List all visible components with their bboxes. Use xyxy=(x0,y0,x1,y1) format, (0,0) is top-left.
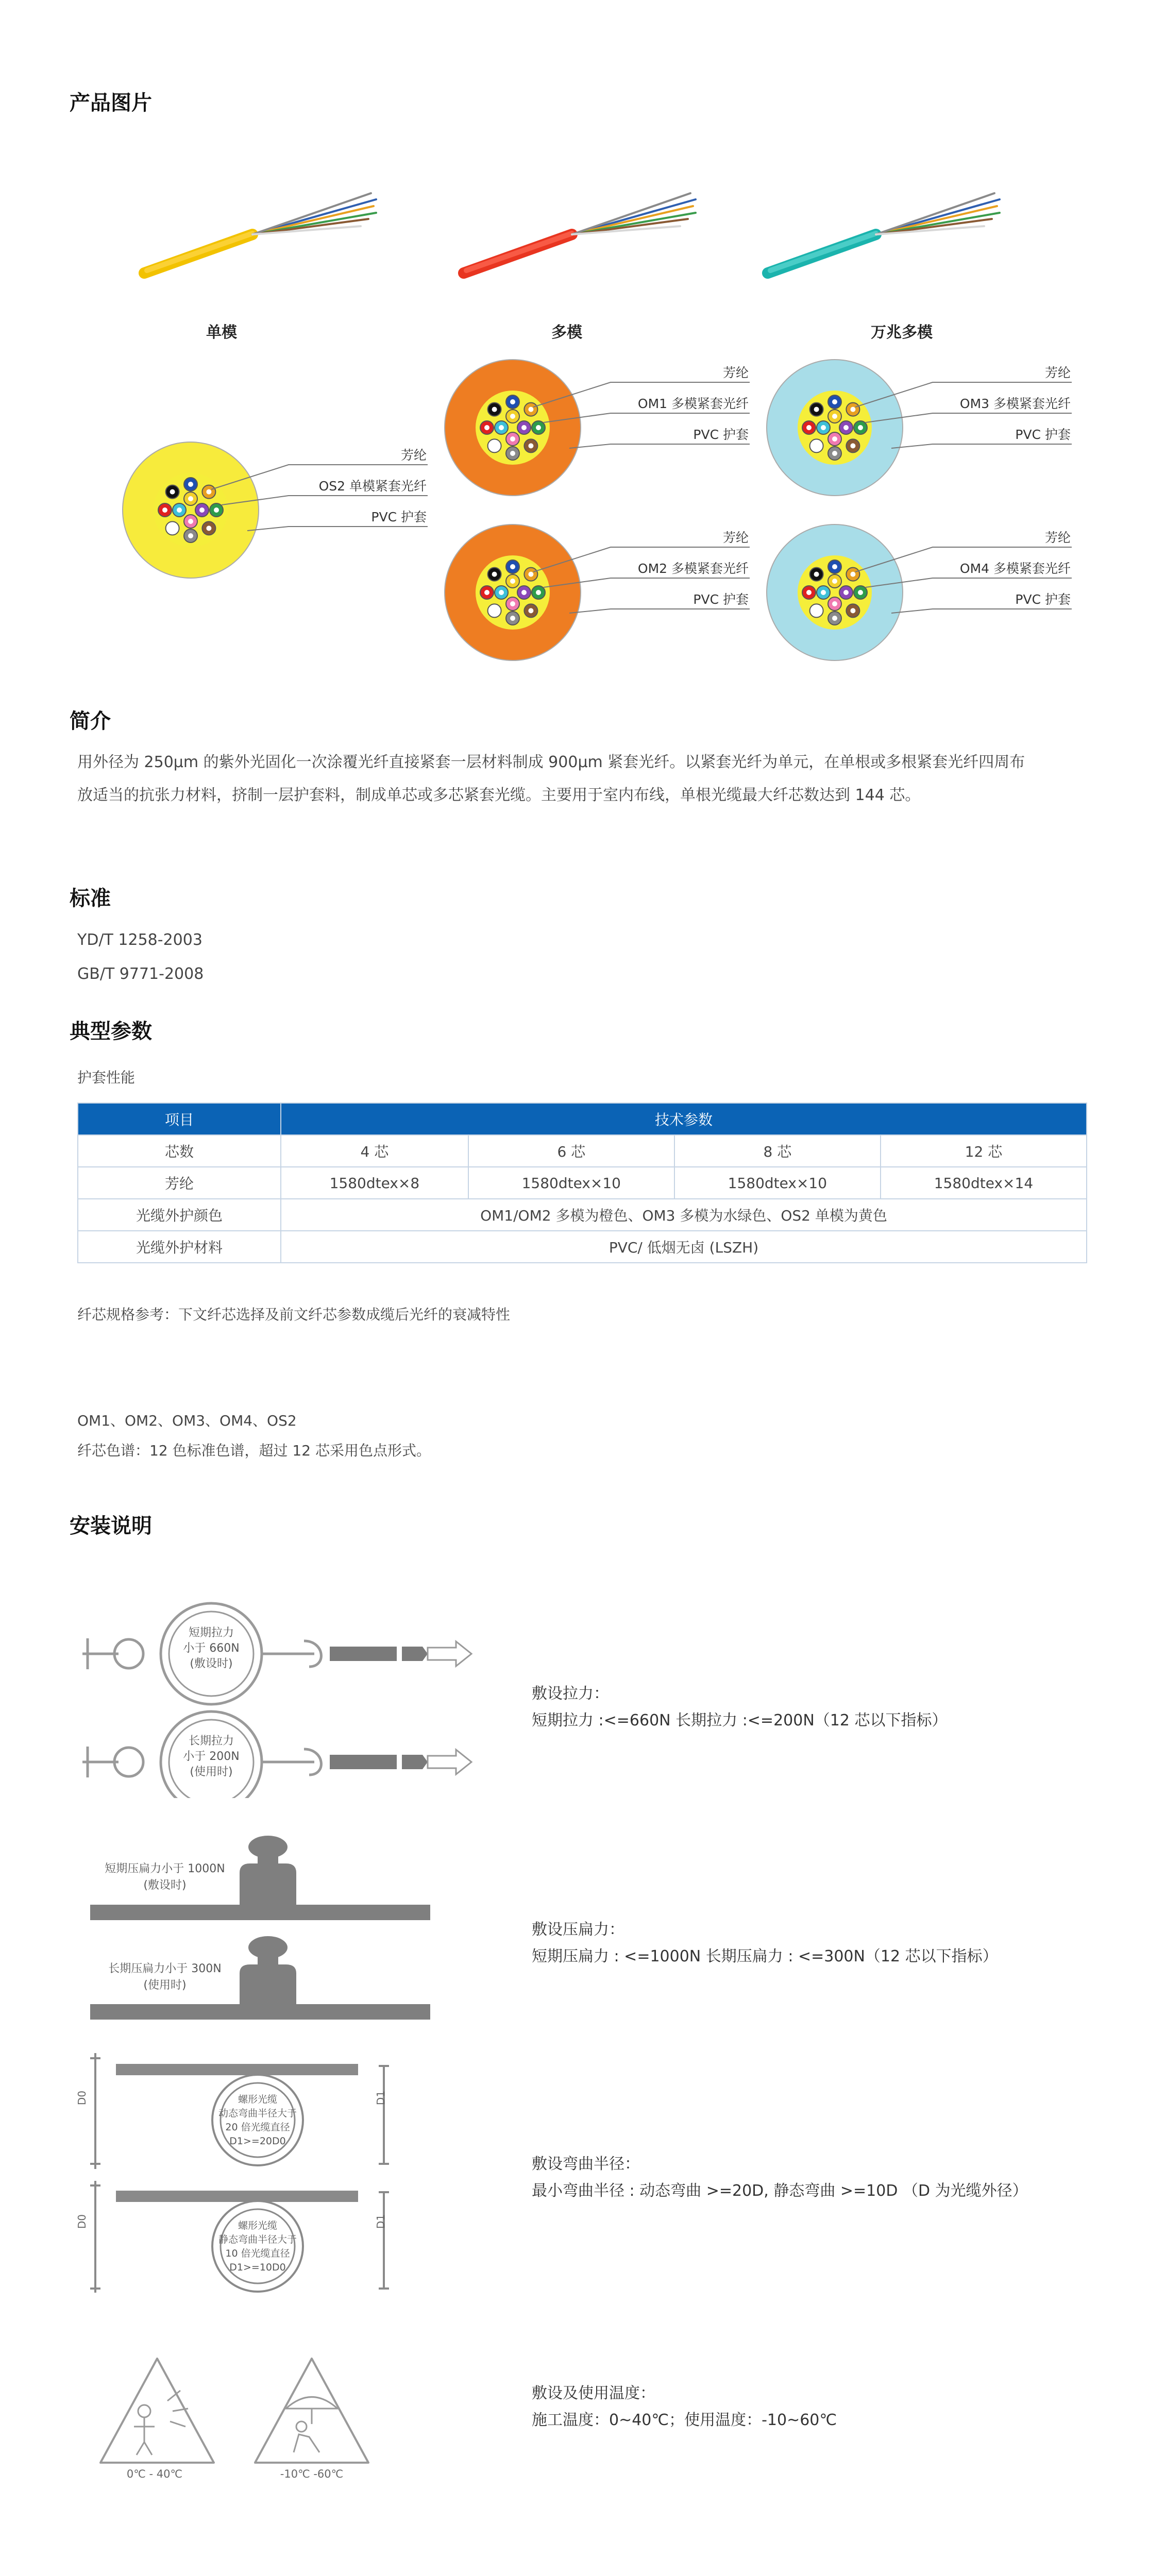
cross-section-label: OM1 多模紧套光纤 xyxy=(637,396,749,411)
cross-section-label: OM4 多模紧套光纤 xyxy=(959,561,1071,576)
temp-title: 敷设及使用温度： xyxy=(532,2384,655,2402)
bend-ring-label-static xyxy=(216,2219,299,2275)
table-row xyxy=(78,1167,1087,1199)
table-cell: PVC/ 低烟无卤 (LSZH) xyxy=(281,1231,1087,1263)
crush-text: 短期压扁力小于 1000N xyxy=(105,1862,225,1875)
ring-text: 长期拉力 xyxy=(188,1735,234,1748)
tension-body: 短期拉力 :<=660N 长期拉力 :<=200N（12 芯以下指标） xyxy=(532,1711,948,1730)
table-cell: 6 芯 xyxy=(468,1135,674,1167)
crush-title: 敷设压扁力： xyxy=(532,1921,624,1939)
row-label: 芳纶 xyxy=(78,1167,281,1199)
table-cell: 4 芯 xyxy=(281,1135,468,1167)
temp-range-construction: 0℃ - 40℃ xyxy=(126,2468,183,2480)
ring-text: 小于 660N xyxy=(183,1642,240,1655)
standard-item: GB/T 9771-2008 xyxy=(77,965,204,983)
table-cell: 1580dtex×10 xyxy=(468,1167,674,1199)
ring-text: 螺形光缆 xyxy=(238,2094,277,2105)
table-header-item: 项目 xyxy=(78,1103,281,1135)
crush-label-long xyxy=(88,1961,242,1994)
tension-ring-label-short xyxy=(173,1625,250,1672)
ring-text: 短期拉力 xyxy=(188,1626,234,1639)
cable-type-10g-multimode: 万兆多模 xyxy=(871,324,933,342)
temp-range-usage: -10℃ -60℃ xyxy=(280,2468,344,2480)
cross-section-label: PVC 护套 xyxy=(371,510,427,524)
cross-section-label: PVC 护套 xyxy=(693,592,749,607)
d0-label: D0 xyxy=(76,2090,89,2106)
table-cell: 1580dtex×8 xyxy=(281,1167,468,1199)
cable-type-single-mode: 单模 xyxy=(206,324,237,342)
cross-section-label: 芳纶 xyxy=(1044,365,1071,380)
cable-cross-section xyxy=(763,350,1082,505)
ring-text: 动态弯曲半径大于 xyxy=(218,2108,297,2119)
table-cell: OM1/OM2 多模为橙色、OM3 多模为水绿色、OS2 单模为黄色 xyxy=(281,1199,1087,1231)
ring-text: 螺形光缆 xyxy=(238,2220,277,2231)
cross-section-label: PVC 护套 xyxy=(693,427,749,442)
d1-label: D1 xyxy=(375,2214,387,2229)
cable-cross-section xyxy=(763,515,1082,670)
crush-spec xyxy=(532,1917,998,1970)
cross-section-label: PVC 护套 xyxy=(1015,592,1071,607)
section-title-product-images: 产品图片 xyxy=(70,91,152,115)
table-row xyxy=(78,1135,1087,1167)
ring-text: (敷设时) xyxy=(190,1657,233,1670)
cable-type-multimode: 多模 xyxy=(551,324,582,342)
cross-section-label: 芳纶 xyxy=(722,530,749,545)
cross-section-label: PVC 护套 xyxy=(1015,427,1071,442)
section-title-standard: 标准 xyxy=(70,887,111,910)
table-cell: 1580dtex×14 xyxy=(881,1167,1087,1199)
ring-text: 20 倍光缆直径 xyxy=(225,2122,290,2133)
row-label: 光缆外护颜色 xyxy=(78,1199,281,1231)
single-mode-cable-image xyxy=(134,183,392,286)
cross-section-label: 芳纶 xyxy=(722,365,749,380)
section-title-typical-params: 典型参数 xyxy=(70,1020,152,1043)
table-cell: 12 芯 xyxy=(881,1135,1087,1167)
intro-paragraph xyxy=(77,746,1108,812)
ring-text: 小于 200N xyxy=(183,1750,240,1763)
crush-text: (使用时) xyxy=(143,1979,187,1992)
d1-label: D1 xyxy=(375,2090,387,2106)
table-row xyxy=(78,1231,1087,1263)
tension-spec xyxy=(532,1681,947,1734)
table-cell: 1580dtex×10 xyxy=(674,1167,881,1199)
section-title-install: 安装说明 xyxy=(70,1514,152,1538)
temp-body: 施工温度：0~40℃；使用温度：-10~60℃ xyxy=(532,2411,837,2429)
bend-body: 最小弯曲半径 : 动态弯曲 >=20D, 静态弯曲 >=10D （D 为光缆外径） xyxy=(532,2182,1028,2200)
tension-ring-label-long xyxy=(173,1734,250,1780)
table-cell: 8 芯 xyxy=(674,1135,881,1167)
bend-ring-label-dynamic xyxy=(216,2093,299,2148)
ring-text: 10 倍光缆直径 xyxy=(225,2248,290,2259)
jacket-performance-label: 护套性能 xyxy=(77,1069,136,1086)
section-title-intro: 简介 xyxy=(70,709,111,733)
tension-title: 敷设拉力： xyxy=(532,1685,609,1703)
table-row xyxy=(78,1199,1087,1231)
cross-section-label: OM2 多模紧套光纤 xyxy=(637,561,749,576)
crush-label-short xyxy=(88,1861,242,1894)
bend-spec xyxy=(532,2151,1028,2205)
fiber-spec-note: 纤芯规格参考：下文纤芯选择及前文纤芯参数成缆后光纤的衰减特性 xyxy=(77,1306,511,1323)
spec-table xyxy=(77,1103,1087,1263)
table-header-params: 技术参数 xyxy=(281,1103,1087,1135)
ring-text: (使用时) xyxy=(190,1766,233,1778)
crush-text: 长期压扁力小于 300N xyxy=(108,1962,222,1975)
row-label: 芯数 xyxy=(78,1135,281,1167)
cable-cross-section xyxy=(441,515,760,670)
row-label: 光缆外护材料 xyxy=(78,1231,281,1263)
temperature-diagram xyxy=(95,2354,384,2478)
fiber-colors-note: 纤芯色谱：12 色标准色谱，超过 12 芯采用色点形式。 xyxy=(77,1442,431,1459)
standards-list xyxy=(77,923,204,991)
cable-cross-section xyxy=(441,350,760,505)
ring-text: D1>=10D0 xyxy=(229,2262,286,2273)
tension-diagram xyxy=(72,1592,474,1798)
temperature-spec xyxy=(532,2380,837,2434)
multimode-cable-image xyxy=(453,183,711,286)
crush-body: 短期压扁力 : <=1000N 长期压扁力 : <=300N（12 芯以下指标） xyxy=(532,1947,998,1965)
10g-multimode-cable-image xyxy=(757,183,1015,286)
intro-line-1: 用外径为 250μm 的紫外光固化一次涂覆光纤直接紧套一层材料制成 900μm 紧套光纤。以紧套光纤为单元，在单根或多根紧套光纤四周布 xyxy=(77,753,1025,771)
cross-section-label: OM3 多模紧套光纤 xyxy=(959,396,1071,411)
cross-section-label: 芳纶 xyxy=(1044,530,1071,545)
ring-text: 静态弯曲半径大于 xyxy=(218,2234,297,2245)
cross-section-label: 芳纶 xyxy=(400,448,427,463)
cable-cross-section xyxy=(119,433,438,587)
fiber-types-note: OM1、OM2、OM3、OM4、OS2 xyxy=(77,1412,297,1429)
crush-text: (敷设时) xyxy=(143,1879,187,1892)
bend-title: 敷设弯曲半径： xyxy=(532,2155,640,2173)
cross-section-label: OS2 单模紧套光纤 xyxy=(318,479,427,494)
intro-line-2: 放适当的抗张力材料，挤制一层护套料，制成单芯或多芯紧套光缆。主要用于室内布线，单根光缆最大纤芯数达到 144 芯。 xyxy=(77,786,921,804)
d0-label: D0 xyxy=(76,2214,89,2229)
standard-item: YD/T 1258-2003 xyxy=(77,931,202,949)
ring-text: D1>=20D0 xyxy=(229,2136,286,2147)
